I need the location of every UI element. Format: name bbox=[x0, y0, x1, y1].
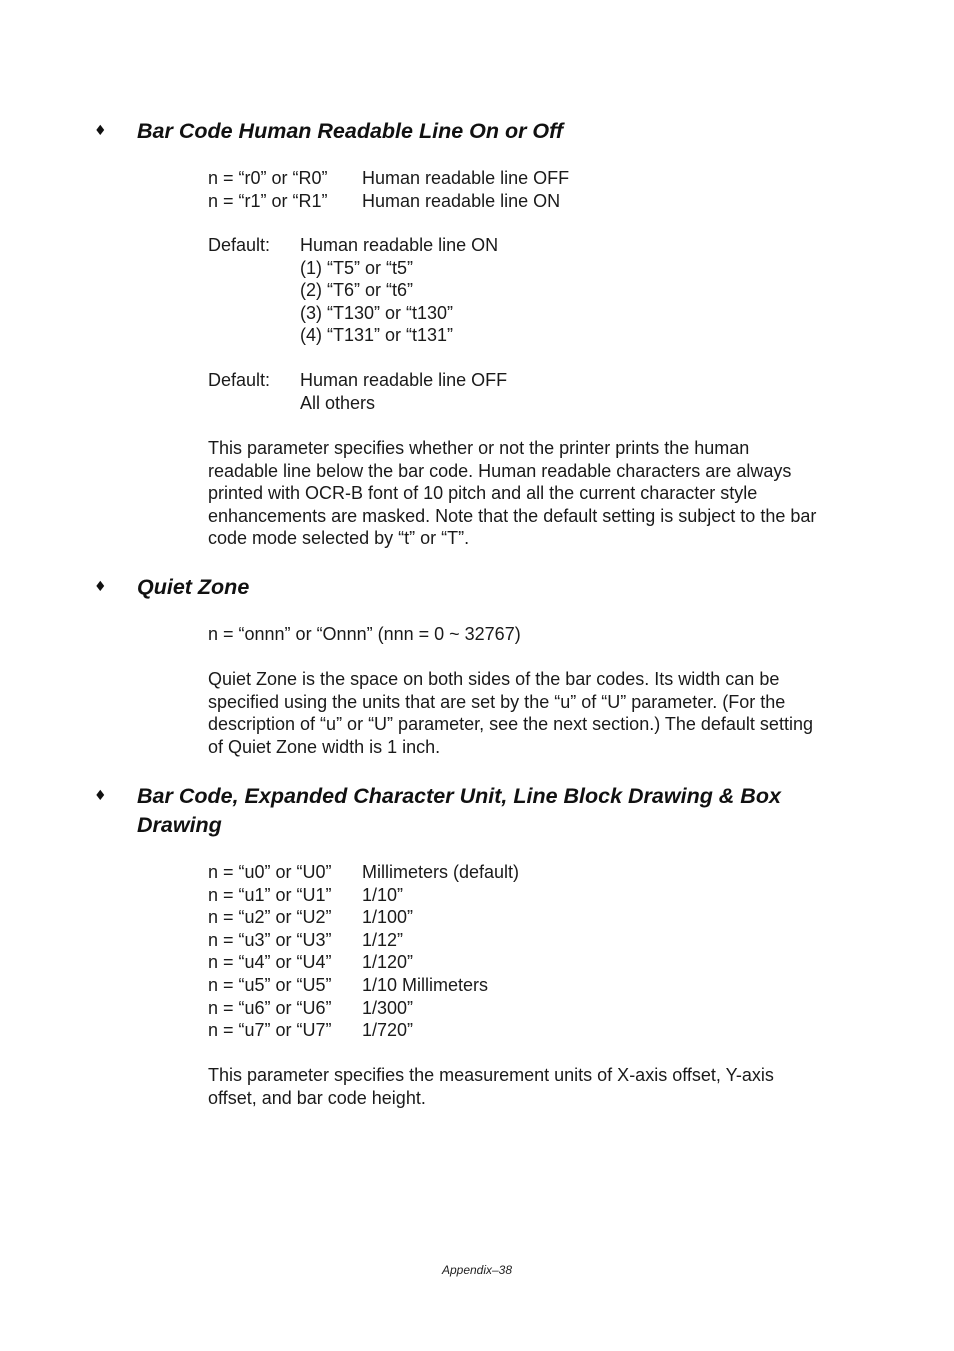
default-row bbox=[208, 279, 868, 302]
option-code: n = “r0” or “R0” bbox=[208, 168, 328, 188]
default-row bbox=[208, 234, 868, 257]
paragraph-line: of Quiet Zone width is 1 inch. bbox=[208, 736, 441, 757]
option-desc: 1/120” bbox=[362, 952, 414, 973]
diamond-bullet-icon: ♦ bbox=[94, 579, 107, 595]
option-desc: 1/300” bbox=[362, 997, 414, 1018]
default-value: (4) “T131” or “t131” bbox=[300, 325, 454, 346]
option-row bbox=[208, 190, 868, 213]
option-desc: 1/100” bbox=[362, 907, 414, 928]
paragraph-line: offset, and bar code height. bbox=[208, 1087, 426, 1108]
option-code: n = “u3” or “U3” bbox=[208, 929, 332, 950]
option-row bbox=[208, 906, 868, 929]
default-value: (1) “T5” or “t5” bbox=[300, 257, 414, 278]
section-human-readable-line bbox=[0, 117, 954, 146]
formula-line bbox=[208, 623, 868, 646]
option-row bbox=[208, 861, 868, 884]
option-desc: Human readable line ON bbox=[362, 190, 561, 211]
option-desc: 1/12” bbox=[362, 929, 404, 950]
paragraph-line: printed with OCR-B font of 10 pitch and all the current character style bbox=[208, 483, 758, 504]
section-heading-row bbox=[0, 117, 954, 146]
section-heading-row bbox=[0, 573, 954, 602]
option-row bbox=[208, 997, 868, 1020]
section-bar-code-units bbox=[0, 782, 954, 840]
option-code: n = “u0” or “U0” bbox=[208, 862, 332, 882]
default-label: Default: bbox=[208, 235, 271, 255]
default-value: All others bbox=[300, 392, 376, 413]
option-code: n = “u5” or “U5” bbox=[208, 974, 332, 995]
section-heading: Quiet Zone bbox=[137, 575, 250, 599]
default-row bbox=[208, 392, 868, 415]
option-row bbox=[208, 884, 868, 907]
default-row bbox=[208, 369, 868, 392]
diamond-bullet-icon: ♦ bbox=[94, 123, 107, 139]
default-row bbox=[208, 324, 868, 347]
paragraph-line: This parameter specifies the measurement units of X-axis offset, Y-axis bbox=[208, 1065, 774, 1085]
option-code: n = “u4” or “U4” bbox=[208, 952, 332, 973]
formula-text: n = “onnn” or “Onnn” (nnn = 0 ~ 32767) bbox=[208, 624, 521, 644]
paragraph-line: readable line below the bar code. Human readable characters are always bbox=[208, 460, 792, 481]
default-label: Default: bbox=[208, 370, 271, 390]
default-value: Human readable line OFF bbox=[300, 370, 508, 390]
option-code: n = “u7” or “U7” bbox=[208, 1020, 332, 1041]
default-value: (2) “T6” or “t6” bbox=[300, 280, 414, 301]
option-row bbox=[208, 951, 868, 974]
default-block bbox=[208, 369, 868, 414]
description-paragraph bbox=[208, 437, 868, 550]
description-paragraph bbox=[208, 668, 868, 758]
paragraph-line: specified using the units that are set by the “u” of “U” parameter. (For the bbox=[208, 691, 786, 712]
option-code: n = “r1” or “R1” bbox=[208, 190, 328, 211]
section-heading: Bar Code, Expanded Character Unit, Line Block Drawing & Box bbox=[137, 784, 781, 808]
option-desc: Human readable line OFF bbox=[362, 168, 570, 188]
paragraph-line: This parameter specifies whether or not the printer prints the human bbox=[208, 438, 750, 458]
default-row bbox=[208, 257, 868, 280]
option-code: n = “u2” or “U2” bbox=[208, 907, 332, 928]
diamond-bullet-icon: ♦ bbox=[94, 788, 107, 804]
option-row bbox=[208, 1019, 868, 1042]
option-row bbox=[208, 929, 868, 952]
page-footer: Appendix–38 bbox=[441, 1263, 513, 1277]
paragraph-line: Quiet Zone is the space on both sides of the bar codes. Its width can be bbox=[208, 669, 780, 689]
option-row bbox=[208, 167, 868, 190]
option-desc: 1/720” bbox=[362, 1020, 414, 1041]
default-block bbox=[208, 234, 868, 347]
section-heading: Bar Code Human Readable Line On or Off bbox=[137, 119, 564, 143]
option-list bbox=[208, 861, 868, 1042]
paragraph-line: enhancements are masked. Note that the default setting is subject to the bar bbox=[208, 505, 817, 526]
option-desc: 1/10” bbox=[362, 884, 404, 905]
paragraph-line: description of “u” or “U” parameter, see the next section.) The default setting bbox=[208, 714, 813, 735]
default-row bbox=[208, 302, 868, 325]
section-quiet-zone bbox=[0, 573, 954, 602]
option-row bbox=[208, 974, 868, 997]
option-code: n = “u1” or “U1” bbox=[208, 884, 332, 905]
section-heading-row bbox=[0, 782, 954, 811]
section-heading-row bbox=[0, 811, 954, 840]
default-value: Human readable line ON bbox=[300, 235, 499, 255]
option-code: n = “u6” or “U6” bbox=[208, 997, 332, 1018]
default-value: (3) “T130” or “t130” bbox=[300, 302, 454, 323]
section-heading-continued: Drawing bbox=[137, 813, 222, 837]
description-paragraph bbox=[208, 1064, 868, 1109]
option-desc: Millimeters (default) bbox=[362, 862, 520, 882]
paragraph-line: code mode selected by “t” or “T”. bbox=[208, 528, 470, 549]
option-desc: 1/10 Millimeters bbox=[362, 974, 489, 995]
option-list bbox=[208, 167, 868, 212]
